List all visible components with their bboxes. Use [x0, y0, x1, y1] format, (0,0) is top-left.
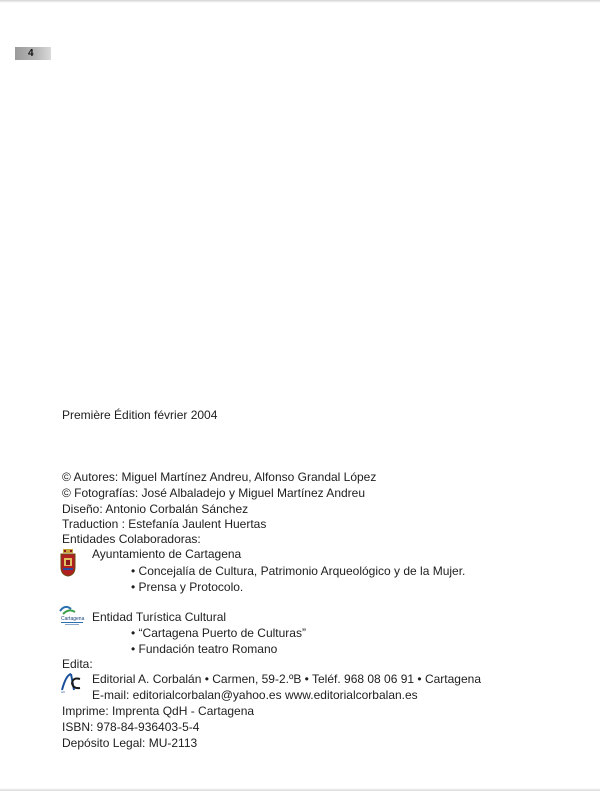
credit-autores: © Autores: Miguel Martínez Andreu, Alfonso Grandal López	[62, 470, 377, 484]
editorial-corbalan-logo	[60, 671, 82, 693]
turistica-name: Entidad Turística Cultural	[92, 610, 227, 624]
page-number: 4	[28, 48, 34, 59]
deposito-legal-line: Depósito Legal: MU-2113	[62, 736, 198, 750]
ayuntamiento-item: • Concejalía de Cultura, Patrimonio Arqueológico y de la Mujer.	[131, 564, 466, 578]
credit-fotografias: © Fotografías: José Albaladejo y Miguel Martínez Andreu	[62, 486, 366, 500]
puerto-de-culturas-logo	[57, 603, 87, 627]
edita-address-line: Editorial A. Corbalán • Carmen, 59-2.ºB • Teléf. 968 08 06 91 • Cartagena	[92, 672, 481, 686]
turistica-item: • “Cartagena Puerto de Culturas”	[131, 626, 306, 640]
credit-diseno: Diseño: Antonio Corbalán Sánchez	[62, 502, 249, 516]
isbn-line: ISBN: 978-84-936403-5-4	[62, 720, 200, 734]
edition-line: Première Édition février 2004	[62, 408, 218, 422]
puerto-logo-wordmark: Cartagena	[61, 616, 85, 622]
ayuntamiento-item: • Prensa y Protocolo.	[131, 580, 244, 594]
turistica-item: • Fundación teatro Romano	[131, 642, 278, 656]
edita-contact-line: E-mail: editorialcorbalan@yahoo.es www.editorialcorbalan.es	[92, 688, 418, 702]
edita-heading: Edita:	[62, 657, 93, 671]
entidades-heading: Entidades Colaboradoras:	[62, 532, 201, 546]
corbalan-logo-wordmark: AC	[61, 690, 66, 693]
page-top-edge	[0, 0, 600, 3]
credit-traduction: Traduction : Estefanía Jaulent Huertas	[62, 517, 267, 531]
ayuntamiento-name: Ayuntamiento de Cartagena	[92, 547, 242, 561]
cartagena-coat-of-arms-icon	[60, 549, 76, 577]
imprime-line: Imprime: Imprenta QdH - Cartagena	[62, 704, 255, 718]
